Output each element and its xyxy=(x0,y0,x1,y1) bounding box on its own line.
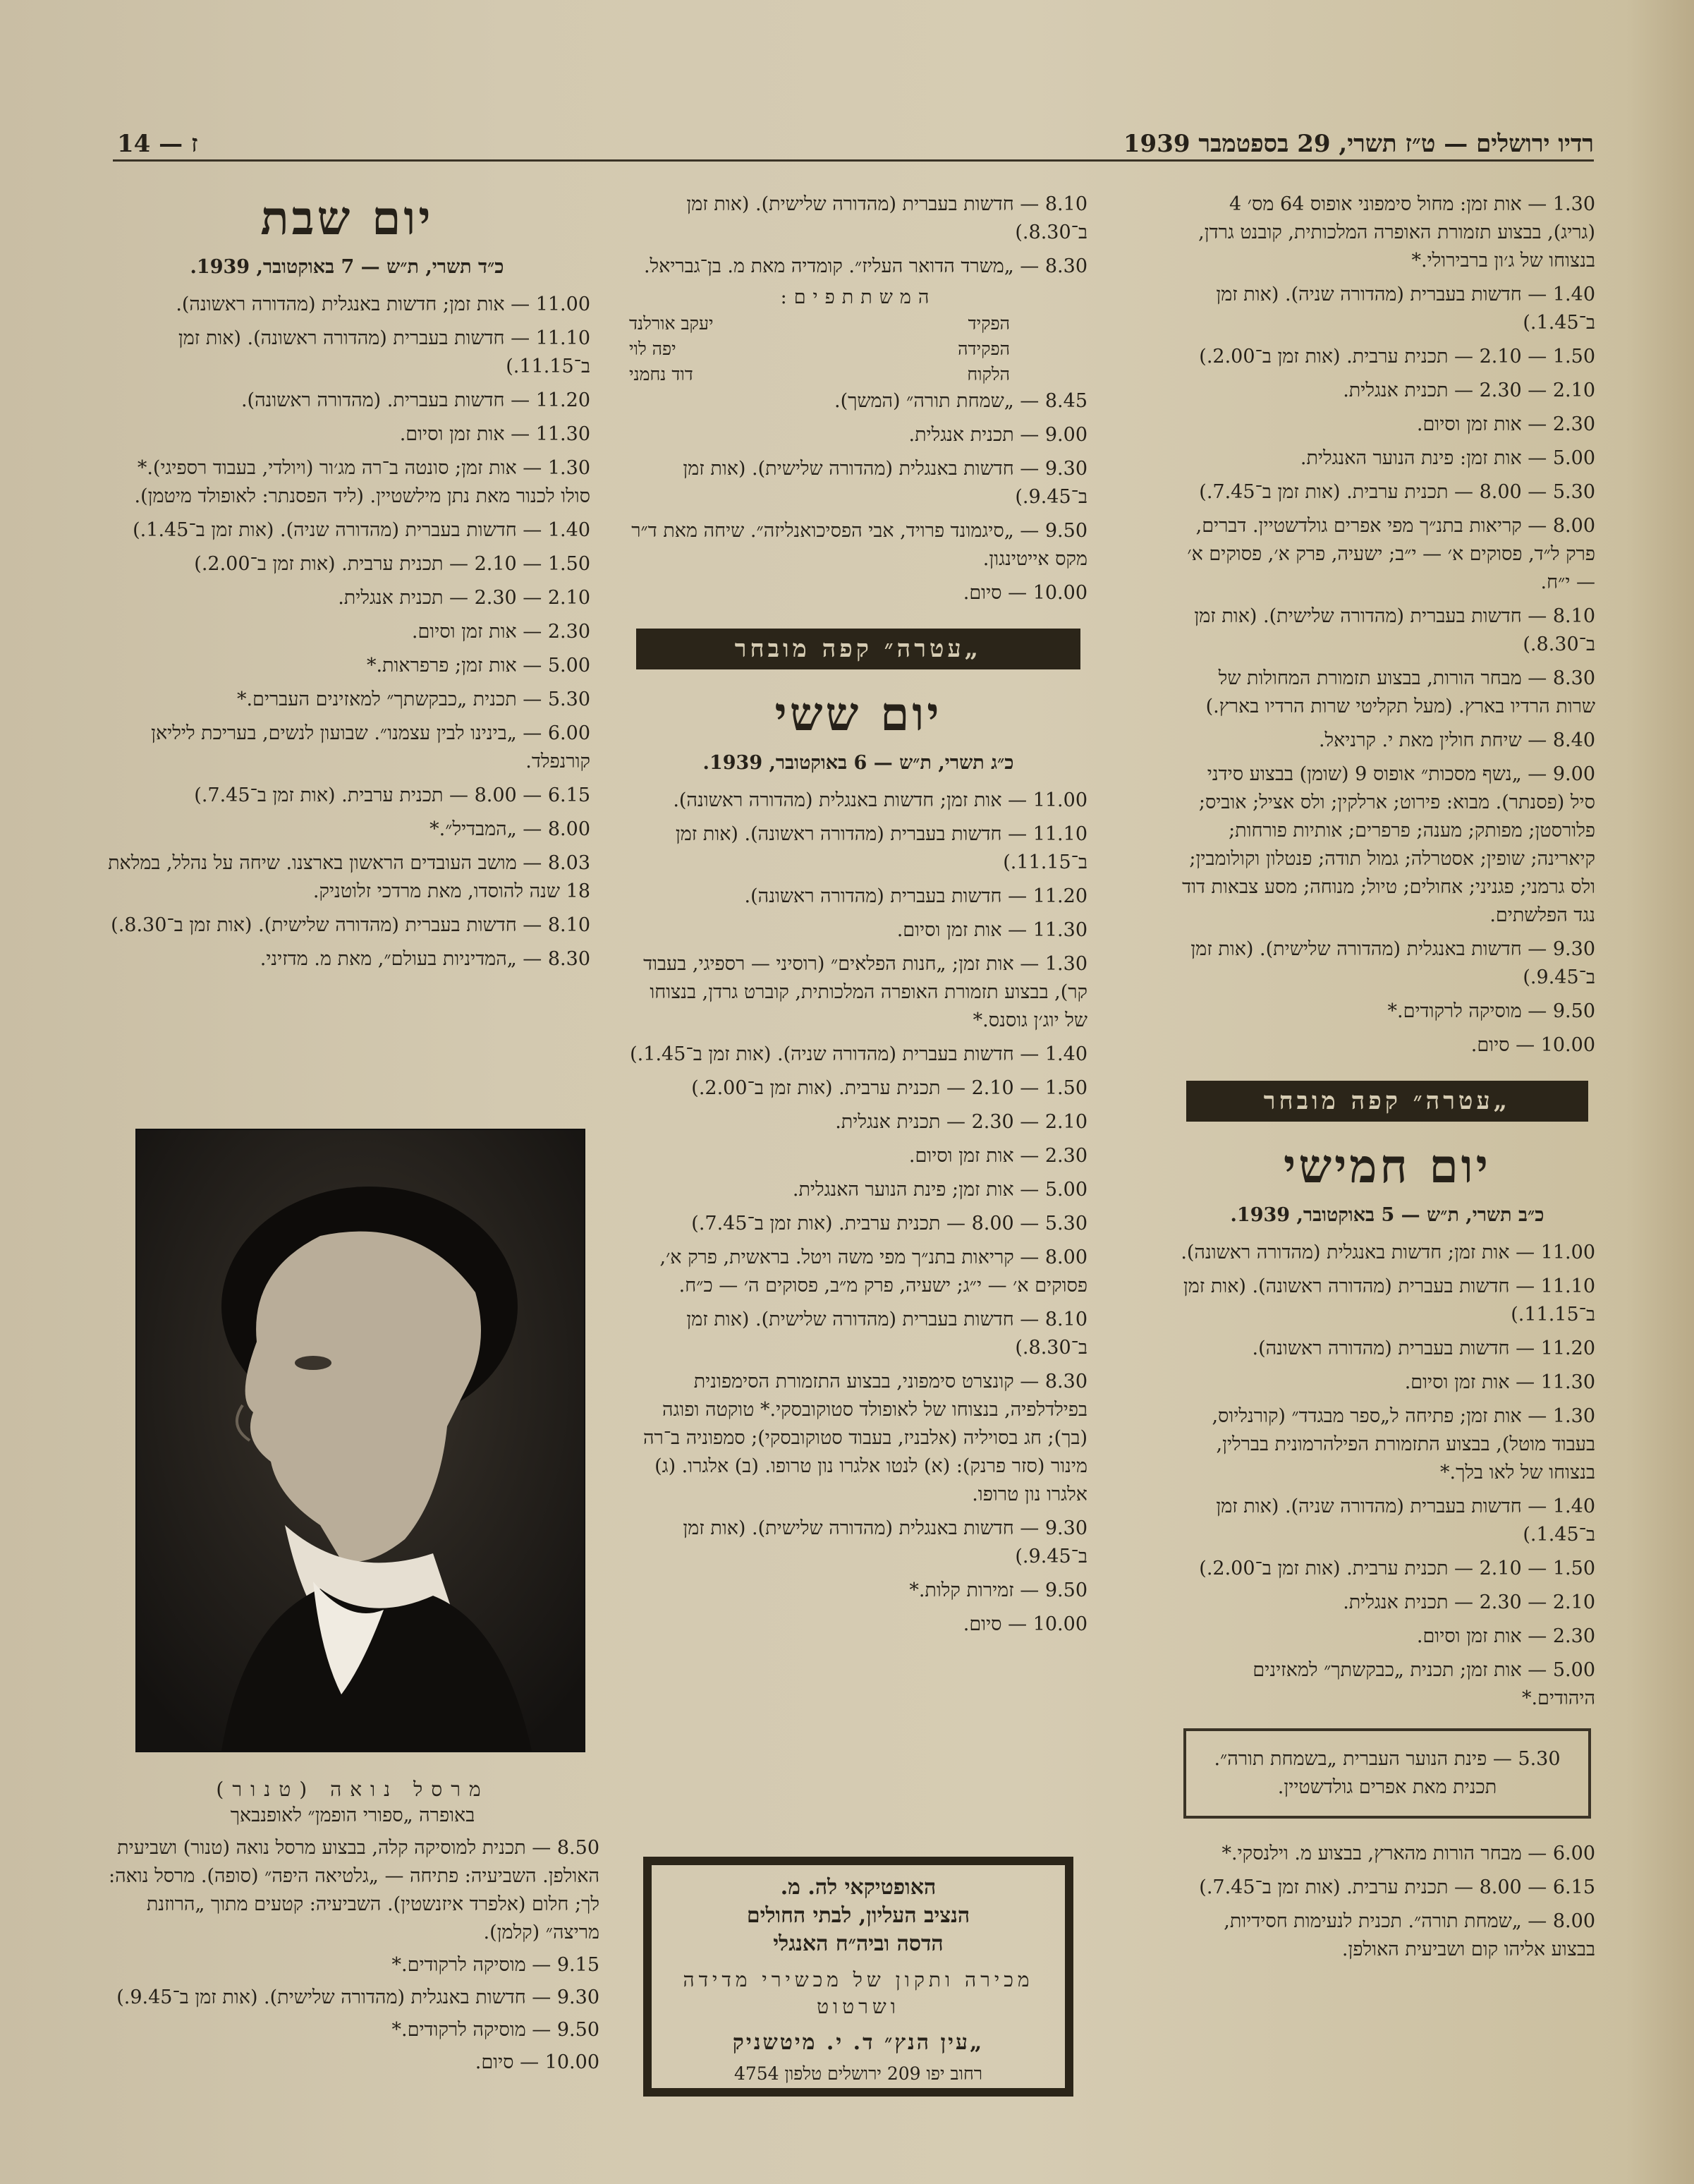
column-right xyxy=(1179,190,1595,1970)
program-entry: 11.20 — חדשות בעברית (מהדורה ראשונה). xyxy=(744,885,1087,907)
program-entry: 9.15 — מוסיקה לרקודים.* xyxy=(391,1954,599,1976)
page-number: ז — 14 xyxy=(117,130,198,158)
program-entry: 11.00 — אות זמן; חדשות באנגלית (מהדורה ראשונה). xyxy=(673,789,1087,811)
program-entry: 6.00 — „בינינו לבין עצמנו״. שבועון לנשים, בעריכת ליליאן קורנפלד. xyxy=(151,722,590,772)
cast-actor: דוד נחמני xyxy=(629,364,693,384)
program-entry: 9.50 — מוסיקה לרקודים.* xyxy=(1387,1000,1595,1022)
program-entry: 5.00 — אות זמן; פרפראות.* xyxy=(366,655,590,677)
program-entry: 5.00 — אות זמן; פינת הנוער האנגלית. xyxy=(792,1179,1087,1201)
program-entry: 2.10 — 2.30 — תכנית אנגלית. xyxy=(1343,380,1595,401)
program-entry: 11.20 — חדשות בעברית. (מהדורה ראשונה). xyxy=(240,389,590,411)
optician-ad-line5: „עין הנץ״ ד. י. מיטשניק xyxy=(732,2030,985,2055)
program-entry: 8.30 — „משרד הדואר העליז״. קומדיה מאת מ. בן־גבריאל. xyxy=(643,255,1087,277)
program-entry: 5.30 — 8.00 — תכנית ערבית. (אות זמן ב־7.45.) xyxy=(691,1213,1087,1234)
thursday-final-listings xyxy=(629,387,1087,607)
program-entry: 5.00 — אות זמן: פינת הנוער האנגלית. xyxy=(1300,447,1595,469)
program-entry: 2.30 — אות זמן וסיום. xyxy=(908,1145,1087,1167)
program-entry: 1.50 — 2.10 — תכנית ערבית. (אות זמן ב־2.00.) xyxy=(1199,346,1595,368)
program-entry: 6.00 — מבחר הורות מהארץ, בבצוע מ. וילנסקי.* xyxy=(1221,1843,1595,1864)
program-entry: 8.10 — חדשות בעברית (מהדורה שלישית). (אות זמן ב־8.30.) xyxy=(686,1309,1087,1359)
saturday-evening-listings xyxy=(106,1834,599,2077)
optician-ad-line6: רחוב יפו 209 ירושלים טלפון 4754 xyxy=(733,2063,983,2084)
program-entry: 8.10 — חדשות בעברית (מהדורה שלישית). (אות זמן ב־8.30.) xyxy=(1194,605,1595,655)
day-heading-friday: יום ששי xyxy=(774,686,942,741)
program-entry: 8.00 — „שמחת תורה״. תכנית לנעימות חסידיות, בבצוע אליהו קום ושביעית האולפן. xyxy=(1224,1910,1595,1960)
photo-caption xyxy=(106,1778,599,2081)
program-entry: 9.30 — חדשות באנגלית (מהדורה שלישית). (אות זמן ב־9.45.) xyxy=(683,1517,1087,1567)
program-entry: 8.40 — שיחת חולין מאת י. קרניאל. xyxy=(1318,729,1595,751)
program-entry: 9.30 — חדשות באנגלית (מהדורה שלישית). (אות זמן ב־9.45.) xyxy=(683,458,1087,508)
program-entry: 1.30 — אות זמן; סונטה ב־רה מג׳ור (ויולדי, בעבוד רספיגי).* סולו לכנור מאת נתן מילשטיין. (ליד הפסנתר: לאופולד מיטמן). xyxy=(134,457,590,507)
program-entry: 8.30 — קונצרט סימפוני, בבצוע התזמורת הסימפונית בפילדלפיה, בנצוחו של לאופולד סטוקובסקי.* טוקטה ופוגה (בך); חג בסויליה (אלבניז, בעבוד סטוקובסקי); סמפוניה ב־רה מינור (סזר פרנק): (א) לנטו אלגרו נון טרופו. (ב) אלגרו. (ג) אלגרו נון טרופו. xyxy=(643,1371,1087,1505)
cast-role: הפקידה xyxy=(958,339,1010,359)
header-date: רדיו ירושלים — ט״ז תשרי, 29 בספטמבר 1939 xyxy=(1123,130,1594,158)
program-entry: 8.00 — „המבדיל״.* xyxy=(429,818,590,840)
program-entry: 9.30 — חדשות באנגלית (מהדורה שלישית). (אות זמן ב־9.45.) xyxy=(1190,938,1595,988)
program-entry: 1.30 — אות זמן; פתיחה ל„ספר מבגדד״ (קורנליוס, בעבוד מוטל), בבצוע התזמורת הפילהרמונית בברלין, בנצוחו של לאו בלך.* xyxy=(1212,1405,1595,1484)
optician-ad-line1: האופטיקאי לה. מ. xyxy=(780,1875,937,1900)
cast-row xyxy=(629,362,1010,387)
program-entry: 1.40 — חדשות בעברית (מהדורה שניה). (אות זמן ב־1.45.) xyxy=(630,1043,1087,1065)
date-line-saturday: כ״ד תשרי, ת״ש — 7 באוקטובר, 1939. xyxy=(190,256,504,278)
optician-ad-line3: הדסה וביה״ח האנגלי xyxy=(773,1931,944,1956)
program-entry: 8.30 — „המדיניות בעולם״, מאת מ. מדזיני. xyxy=(260,948,590,970)
program-entry: 11.30 — אות זמן וסיום. xyxy=(1404,1371,1595,1393)
program-entry: 1.50 — 2.10 — תכנית ערבית. (אות זמן ב־2.00.) xyxy=(194,553,590,575)
program-entry: 8.00 — קריאות בתנ״ך מפי משה ויטל. בראשית, פרק א׳, פסוקים א׳ — י״ג; ישעיה, פרק מ״ב, פסוקים ה׳ — כ״ח. xyxy=(659,1246,1087,1297)
saturday-listings xyxy=(104,291,590,973)
program-entry: 2.30 — אות זמן וסיום. xyxy=(1416,413,1595,435)
program-entry: 2.30 — אות זמן וסיום. xyxy=(1416,1625,1595,1647)
program-entry: 11.30 — אות זמן וסיום. xyxy=(399,423,590,445)
optician-ad-line4: מכירה ותקון של מכשירי מדידה ושרטוט xyxy=(683,1968,1034,2018)
program-entry: 9.00 — תכנית אנגלית. xyxy=(908,424,1087,446)
thursday-evening-listings xyxy=(1179,190,1595,1060)
program-entry: 10.00 — סיום. xyxy=(1470,1034,1595,1056)
program-entry: 8.30 — מבחר הורות, בבצוע תזמורת המחולות של שרות הרדיו בארץ. (מעל תקליטי שרות הרדיו בארץ.) xyxy=(1205,667,1595,717)
atara-coffee-ad: „עטרה״ קפה מובחר xyxy=(636,629,1080,669)
caption-subtitle: באופרה „ספורי הופמן״ לאופנבאך xyxy=(230,1804,475,1826)
program-entry: 1.40 — חדשות בעברית (מהדורה שניה). (אות זמן ב־1.45.) xyxy=(1216,1496,1595,1546)
program-entry: 8.03 — מושב העובדים הראשון בארצנו. שיחה על נהלל, במלאת 18 שנה להוסדו, מאת מרדכי זלוטניק. xyxy=(108,852,590,902)
friday-listings xyxy=(629,787,1087,1639)
program-entry: 8.00 — קריאות בתנ״ך מפי אפרים גולדשטיין. דברים, פרק ל״ד, פסוקים א׳ — י״ב; ישעיה, פרק א׳, פסוקים א׳ — י״ח. xyxy=(1187,515,1595,593)
program-entry: 5.30 — 8.00 — תכנית ערבית. (אות זמן ב־7.45.) xyxy=(1199,481,1595,503)
program-entry: 1.50 — 2.10 — תכנית ערבית. (אות זמן ב־2.00.) xyxy=(1199,1558,1595,1579)
program-entry: 9.50 — „סיגמונד פרויד, אבי הפסיכואנליזה״. שיחה מאת ד״ר מקס אייטינגון. xyxy=(631,520,1087,570)
program-entry: 9.00 — „נשף מסכות״ אופוס 9 (שומן) בבצוע סידני סיל (פסנתר). מבוא: פירוט; ארלקין; ולס אציל; אוביס; פלורסטן; מפותק; מענה; פרפרים; אותיות פורחות; קיארינה; שופין; אסטרלה; גמול תודה; פנטלון וקולומבין; ולס גרמני; פגניני; אחולים; טיול; מנוחה; מסע צבאות דוד נגד הפלשתים. xyxy=(1182,763,1595,926)
optician-ad xyxy=(643,1857,1073,2097)
cast-heading: המשתתפים: xyxy=(780,286,937,308)
cast-list xyxy=(629,311,1087,387)
program-entry: 8.45 — „שמחת תורה״ (המשך). xyxy=(834,390,1087,412)
thursday-late-listings xyxy=(629,190,1087,281)
program-entry: 10.00 — סיום. xyxy=(963,1613,1087,1635)
program-entry: 11.10 — חדשות בעברית (מהדורה ראשונה). (אות זמן ב־11.15.) xyxy=(675,823,1087,873)
program-entry: 6.15 — 8.00 — תכנית ערבית. (אות זמן ב־7.45.) xyxy=(1199,1876,1595,1898)
program-entry: 5.00 — אות זמן; תכנית „כבקשתך״ למאזינים היהודים.* xyxy=(1253,1659,1595,1709)
program-entry: 10.00 — סיום. xyxy=(475,2051,599,2073)
column-left xyxy=(104,190,590,979)
program-entry: 5.30 — תכנית „כבקשתך״ למאזינים העברים.* xyxy=(236,688,590,710)
program-entry: 1.40 — חדשות בעברית (מהדורה שניה). (אות זמן ב־1.45.) xyxy=(1216,284,1595,334)
portrait-illustration xyxy=(137,1130,584,1751)
cast-role: הלקוח xyxy=(967,364,1010,384)
cast-row xyxy=(629,336,1010,362)
program-entry: 2.10 — 2.30 — תכנית אנגלית. xyxy=(1343,1591,1595,1613)
program-entry: 1.30 — אות זמן; „חנות הפלאים״ (רוסיני — רספיגי, בעבוד קר), בבצוע תזמורת האופרה המלכותית, קוברט גרדן, בנצוחו של יוג׳ן גוסנס.* xyxy=(643,953,1087,1031)
program-entry: 8.10 — חדשות בעברית (מהדורה שלישית). (אות זמן ב־8.30.) xyxy=(686,193,1087,243)
cast-row xyxy=(629,311,1010,336)
program-entry: 9.30 — חדשות באנגלית (מהדורה שלישית). (אות זמן ב־9.45.) xyxy=(116,1986,599,2008)
program-entry: 2.10 — 2.30 — תכנית אנגלית. xyxy=(338,587,590,609)
program-entry: 8.50 — תכנית למוסיקה קלה, בבצוע מרסל נואה (טנור) ושביעית האולפן. השביעיה: פתיחה — „גלטיאה היפה״ (סופה). מרסל נואה: לך; חלום (אלפרד איזנשטין). השביעיה: קטעים מתוך „הרוזנת מריצה״ (קלמן). xyxy=(108,1837,599,1943)
program-entry: 11.10 — חדשות בעברית (מהדורה ראשונה). (אות זמן ב־11.15.) xyxy=(178,327,590,377)
optician-ad-line2: הנציב העליון, לבתי החולים xyxy=(746,1903,970,1928)
program-entry: 1.40 — חדשות בעברית (מהדורה שניה). (אות זמן ב־1.45.) xyxy=(133,519,590,541)
thursday-evening-listings-2 xyxy=(1179,1840,1595,1964)
page-header xyxy=(113,126,1594,162)
portrait-photo xyxy=(135,1129,585,1752)
cast-actor: יעקב אורלנד xyxy=(629,313,714,334)
program-entry: 6.15 — 8.00 — תכנית ערבית. (אות זמן ב־7.45.) xyxy=(194,784,590,806)
day-heading-saturday: יום שבת xyxy=(260,190,434,245)
program-entry: 11.00 — אות זמן; חדשות באנגלית (מהדורה ראשונה). xyxy=(176,293,590,315)
program-entry: 9.50 — מוסיקה לרקודים.* xyxy=(391,2019,599,2041)
column-middle xyxy=(629,190,1087,1644)
day-heading-thursday: יום חמישי xyxy=(1284,1139,1491,1194)
date-line-thursday: כ״ב תשרי, ת״ש — 5 באוקטובר, 1939. xyxy=(1230,1204,1544,1226)
program-entry: 10.00 — סיום. xyxy=(963,582,1087,604)
program-entry: 8.10 — חדשות בעברית (מהדורה שלישית). (אות זמן ב־8.30.) xyxy=(111,914,590,936)
thursday-listings xyxy=(1179,1239,1595,1713)
cast-actor: יפה לוי xyxy=(629,339,676,359)
program-entry: 11.20 — חדשות בעברית (מהדורה ראשונה). xyxy=(1252,1337,1595,1359)
atara-coffee-ad: „עטרה״ קפה מובחר xyxy=(1186,1081,1588,1122)
program-entry: 1.30 — אות זמן: מחול סימפוני אופוס 64 מס׳ 4 (גריג), בבצוע תזמורת האופרה המלכותית, קובנט גרדן, בנצוחו של ג׳ון ברבירולי.* xyxy=(1198,193,1595,272)
program-entry: 11.10 — חדשות בעברית (מהדורה ראשונה). (אות זמן ב־11.15.) xyxy=(1183,1275,1595,1325)
program-entry: 1.50 — 2.10 — תכנית ערבית. (אות זמן ב־2.00.) xyxy=(691,1077,1087,1099)
program-entry: 2.10 — 2.30 — תכנית אנגלית. xyxy=(835,1111,1087,1133)
program-entry: 2.30 — אות זמן וסיום. xyxy=(411,621,590,643)
caption-name: מרסל נואה (טנור) xyxy=(216,1778,489,1801)
program-entry: 11.00 — אות זמן; חדשות באנגלית (מהדורה ראשונה). xyxy=(1181,1242,1595,1263)
program-entry: 11.30 — אות זמן וסיום. xyxy=(896,919,1087,941)
cast-role: הפקיד xyxy=(968,313,1010,334)
date-line-friday: כ״ג תשרי, ת״ש — 6 באוקטובר, 1939. xyxy=(702,752,1014,774)
program-entry: 9.50 — זמירות קלות.* xyxy=(909,1579,1087,1601)
youth-corner-box: 5.30 — פינת הנוער העברית „בשמחת תורה״. תכנית מאת אפרים גולדשטיין. xyxy=(1183,1728,1591,1819)
